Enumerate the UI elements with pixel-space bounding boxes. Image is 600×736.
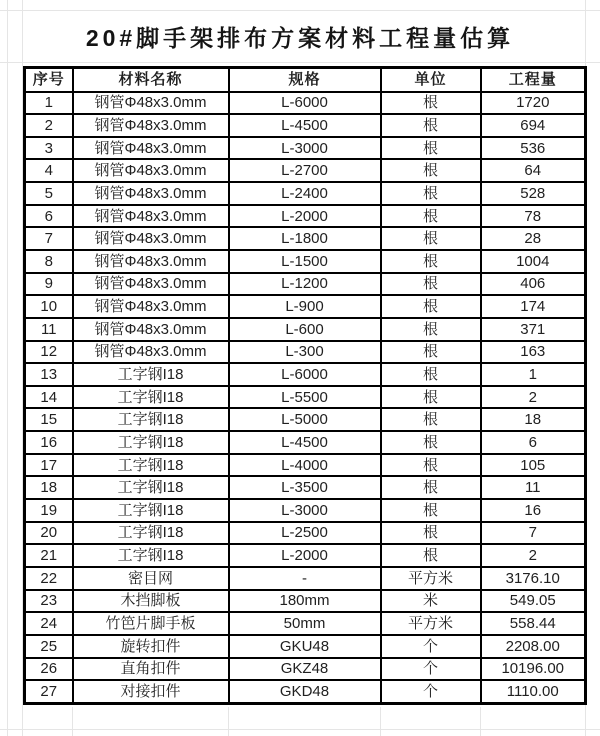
row-number-cell[interactable]: 5 xyxy=(25,182,73,205)
quantity-cell[interactable]: 174 xyxy=(481,295,586,318)
gridline xyxy=(72,707,73,736)
row-number-cell[interactable]: 2 xyxy=(25,114,73,137)
quantity-cell[interactable]: 2 xyxy=(481,386,586,409)
table-row xyxy=(25,363,586,386)
material-name-cell[interactable]: 工字钢I18 xyxy=(73,363,229,386)
quantity-cell[interactable]: 1004 xyxy=(481,250,586,273)
row-number-cell[interactable]: 15 xyxy=(25,408,73,431)
row-number-cell[interactable]: 14 xyxy=(25,386,73,409)
material-name-cell[interactable]: 工字钢I18 xyxy=(73,544,229,567)
spec-cell[interactable]: 50mm xyxy=(229,612,381,635)
unit-cell[interactable]: 个 xyxy=(381,635,481,658)
gridline xyxy=(0,729,600,730)
unit-cell[interactable]: 根 xyxy=(381,92,481,115)
spec-cell[interactable]: L-1200 xyxy=(229,273,381,296)
quantity-cell[interactable]: 528 xyxy=(481,182,586,205)
spec-cell[interactable]: GKD48 xyxy=(229,680,381,703)
quantity-cell[interactable]: 549.05 xyxy=(481,590,586,613)
unit-cell[interactable]: 根 xyxy=(381,544,481,567)
spec-cell[interactable]: 180mm xyxy=(229,590,381,613)
unit-cell[interactable]: 根 xyxy=(381,295,481,318)
material-name-cell[interactable]: 工字钢I18 xyxy=(73,431,229,454)
material-name-cell[interactable]: 钢管Φ48x3.0mm xyxy=(73,318,229,341)
quantity-cell[interactable]: 1 xyxy=(481,363,586,386)
row-number-cell[interactable]: 20 xyxy=(25,522,73,545)
quantity-cell[interactable]: 11 xyxy=(481,476,586,499)
quantity-cell[interactable]: 64 xyxy=(481,159,586,182)
unit-cell[interactable]: 个 xyxy=(381,658,481,681)
table-row xyxy=(25,544,586,567)
row-number-cell[interactable]: 13 xyxy=(25,363,73,386)
quantity-cell[interactable]: 18 xyxy=(481,408,586,431)
spec-cell[interactable]: L-4000 xyxy=(229,454,381,477)
quantity-cell[interactable]: 163 xyxy=(481,341,586,364)
row-number-cell[interactable]: 8 xyxy=(25,250,73,273)
table-row xyxy=(25,658,586,681)
spec-cell[interactable]: GKZ48 xyxy=(229,658,381,681)
spec-cell[interactable]: L-900 xyxy=(229,295,381,318)
unit-cell[interactable]: 根 xyxy=(381,386,481,409)
material-name-cell[interactable]: 工字钢I18 xyxy=(73,386,229,409)
spec-cell[interactable]: L-3500 xyxy=(229,476,381,499)
quantity-cell[interactable]: 3176.10 xyxy=(481,567,586,590)
table-row xyxy=(25,612,586,635)
material-name-cell[interactable]: 钢管Φ48x3.0mm xyxy=(73,137,229,160)
spec-cell[interactable]: L-5500 xyxy=(229,386,381,409)
quantity-cell[interactable]: 16 xyxy=(481,499,586,522)
unit-cell[interactable]: 根 xyxy=(381,227,481,250)
spec-cell[interactable]: L-1500 xyxy=(229,250,381,273)
quantity-cell[interactable]: 558.44 xyxy=(481,612,586,635)
unit-cell[interactable]: 根 xyxy=(381,137,481,160)
header-quantity[interactable]: 工程量 xyxy=(481,68,586,92)
spec-cell[interactable]: L-4500 xyxy=(229,431,381,454)
unit-cell[interactable]: 根 xyxy=(381,408,481,431)
spec-cell[interactable]: L-2700 xyxy=(229,159,381,182)
material-name-cell[interactable]: 密目网 xyxy=(73,567,229,590)
quantity-cell[interactable]: 371 xyxy=(481,318,586,341)
material-name-cell[interactable]: 钢管Φ48x3.0mm xyxy=(73,159,229,182)
quantity-cell[interactable]: 694 xyxy=(481,114,586,137)
spec-cell[interactable]: L-3000 xyxy=(229,499,381,522)
table-row xyxy=(25,205,586,228)
unit-cell[interactable]: 根 xyxy=(381,499,481,522)
table-row xyxy=(25,454,586,477)
table-row xyxy=(25,159,586,182)
unit-cell[interactable]: 平方米 xyxy=(381,567,481,590)
row-number-cell[interactable]: 22 xyxy=(25,567,73,590)
material-name-cell[interactable]: 钢管Φ48x3.0mm xyxy=(73,341,229,364)
material-name-cell[interactable]: 钢管Φ48x3.0mm xyxy=(73,182,229,205)
material-name-cell[interactable]: 钢管Φ48x3.0mm xyxy=(73,295,229,318)
quantity-cell[interactable]: 2 xyxy=(481,544,586,567)
table-row xyxy=(25,114,586,137)
header-unit[interactable]: 单位 xyxy=(381,68,481,92)
spec-cell[interactable]: - xyxy=(229,567,381,590)
material-name-cell[interactable]: 钢管Φ48x3.0mm xyxy=(73,227,229,250)
row-number-cell[interactable]: 9 xyxy=(25,273,73,296)
spec-cell[interactable]: L-2400 xyxy=(229,182,381,205)
unit-cell[interactable]: 根 xyxy=(381,205,481,228)
unit-cell[interactable]: 根 xyxy=(381,114,481,137)
unit-cell[interactable]: 根 xyxy=(381,363,481,386)
table-row xyxy=(25,590,586,613)
row-number-cell[interactable]: 25 xyxy=(25,635,73,658)
unit-cell[interactable]: 根 xyxy=(381,476,481,499)
row-number-cell[interactable]: 10 xyxy=(25,295,73,318)
unit-cell[interactable]: 根 xyxy=(381,341,481,364)
quantity-cell[interactable]: 10196.00 xyxy=(481,658,586,681)
table-row xyxy=(25,522,586,545)
quantity-cell[interactable]: 2208.00 xyxy=(481,635,586,658)
unit-cell[interactable]: 根 xyxy=(381,522,481,545)
material-name-cell[interactable]: 钢管Φ48x3.0mm xyxy=(73,273,229,296)
material-name-cell[interactable]: 木挡脚板 xyxy=(73,590,229,613)
unit-cell[interactable]: 平方米 xyxy=(381,612,481,635)
row-number-cell[interactable]: 26 xyxy=(25,658,73,681)
table-row xyxy=(25,567,586,590)
material-name-cell[interactable]: 钢管Φ48x3.0mm xyxy=(73,92,229,115)
gridline xyxy=(480,707,481,736)
table-row xyxy=(25,182,586,205)
quantity-cell[interactable]: 28 xyxy=(481,227,586,250)
table-row xyxy=(25,499,586,522)
unit-cell[interactable]: 米 xyxy=(381,590,481,613)
row-number-cell[interactable]: 11 xyxy=(25,318,73,341)
gridline xyxy=(0,62,600,63)
material-name-cell[interactable]: 工字钢I18 xyxy=(73,408,229,431)
spec-cell[interactable]: L-5000 xyxy=(229,408,381,431)
row-number-cell[interactable]: 17 xyxy=(25,454,73,477)
table-row xyxy=(25,408,586,431)
spec-cell[interactable]: L-300 xyxy=(229,341,381,364)
quantity-cell[interactable]: 406 xyxy=(481,273,586,296)
table-row xyxy=(25,295,586,318)
quantity-cell[interactable]: 6 xyxy=(481,431,586,454)
table-row xyxy=(25,431,586,454)
row-number-cell[interactable]: 12 xyxy=(25,341,73,364)
material-name-cell[interactable]: 钢管Φ48x3.0mm xyxy=(73,250,229,273)
table-row xyxy=(25,227,586,250)
row-number-cell[interactable]: 19 xyxy=(25,499,73,522)
table-row xyxy=(25,92,586,115)
material-name-cell[interactable]: 钢管Φ48x3.0mm xyxy=(73,205,229,228)
material-name-cell[interactable]: 工字钢I18 xyxy=(73,454,229,477)
spec-cell[interactable]: GKU48 xyxy=(229,635,381,658)
row-number-cell[interactable]: 23 xyxy=(25,590,73,613)
material-name-cell[interactable]: 工字钢I18 xyxy=(73,522,229,545)
table-row xyxy=(25,386,586,409)
unit-cell[interactable]: 根 xyxy=(381,431,481,454)
quantity-cell[interactable]: 78 xyxy=(481,205,586,228)
spec-cell[interactable]: L-2500 xyxy=(229,522,381,545)
spec-cell[interactable]: L-4500 xyxy=(229,114,381,137)
quantity-cell[interactable]: 1110.00 xyxy=(481,680,586,703)
material-name-cell[interactable]: 工字钢I18 xyxy=(73,476,229,499)
row-number-cell[interactable]: 16 xyxy=(25,431,73,454)
quantity-cell[interactable]: 7 xyxy=(481,522,586,545)
material-name-cell[interactable]: 直角扣件 xyxy=(73,658,229,681)
spec-cell[interactable]: L-6000 xyxy=(229,92,381,115)
unit-cell[interactable]: 根 xyxy=(381,273,481,296)
header-material-name[interactable]: 材料名称 xyxy=(73,68,229,92)
row-number-cell[interactable]: 3 xyxy=(25,137,73,160)
quantity-cell[interactable]: 105 xyxy=(481,454,586,477)
row-number-cell[interactable]: 7 xyxy=(25,227,73,250)
material-name-cell[interactable]: 旋转扣件 xyxy=(73,635,229,658)
table-header-row xyxy=(25,68,586,92)
spec-cell[interactable]: L-1800 xyxy=(229,227,381,250)
table-row xyxy=(25,318,586,341)
spec-cell[interactable]: L-2000 xyxy=(229,205,381,228)
table-row xyxy=(25,680,586,703)
material-name-cell[interactable]: 对接扣件 xyxy=(73,680,229,703)
table-row xyxy=(25,273,586,296)
gridline xyxy=(380,707,381,736)
table-row xyxy=(25,250,586,273)
gridline xyxy=(228,707,229,736)
row-number-cell[interactable]: 27 xyxy=(25,680,73,703)
unit-cell[interactable]: 根 xyxy=(381,318,481,341)
row-number-cell[interactable]: 18 xyxy=(25,476,73,499)
header-row-number[interactable]: 序号 xyxy=(25,68,73,92)
unit-cell[interactable]: 根 xyxy=(381,182,481,205)
gridline xyxy=(7,0,8,736)
row-number-cell[interactable]: 6 xyxy=(25,205,73,228)
header-spec[interactable]: 规格 xyxy=(229,68,381,92)
row-number-cell[interactable]: 1 xyxy=(25,92,73,115)
table-row xyxy=(25,476,586,499)
material-name-cell[interactable]: 钢管Φ48x3.0mm xyxy=(73,114,229,137)
spec-cell[interactable]: L-3000 xyxy=(229,137,381,160)
row-number-cell[interactable]: 4 xyxy=(25,159,73,182)
quantity-cell[interactable]: 536 xyxy=(481,137,586,160)
sheet-title[interactable]: 20#脚手架排布方案材料工程量估算 xyxy=(85,24,515,51)
unit-cell[interactable]: 根 xyxy=(381,250,481,273)
row-number-cell[interactable]: 24 xyxy=(25,612,73,635)
material-name-cell[interactable]: 工字钢I18 xyxy=(73,499,229,522)
material-name-cell[interactable]: 竹笆片脚手板 xyxy=(73,612,229,635)
quantity-cell[interactable]: 1720 xyxy=(481,92,586,115)
spec-cell[interactable]: L-6000 xyxy=(229,363,381,386)
materials-table xyxy=(23,66,587,705)
table-row xyxy=(25,137,586,160)
unit-cell[interactable]: 根 xyxy=(381,159,481,182)
table-row xyxy=(25,635,586,658)
unit-cell[interactable]: 个 xyxy=(381,680,481,703)
spec-cell[interactable]: L-600 xyxy=(229,318,381,341)
table-row xyxy=(25,341,586,364)
spec-cell[interactable]: L-2000 xyxy=(229,544,381,567)
row-number-cell[interactable]: 21 xyxy=(25,544,73,567)
unit-cell[interactable]: 根 xyxy=(381,454,481,477)
